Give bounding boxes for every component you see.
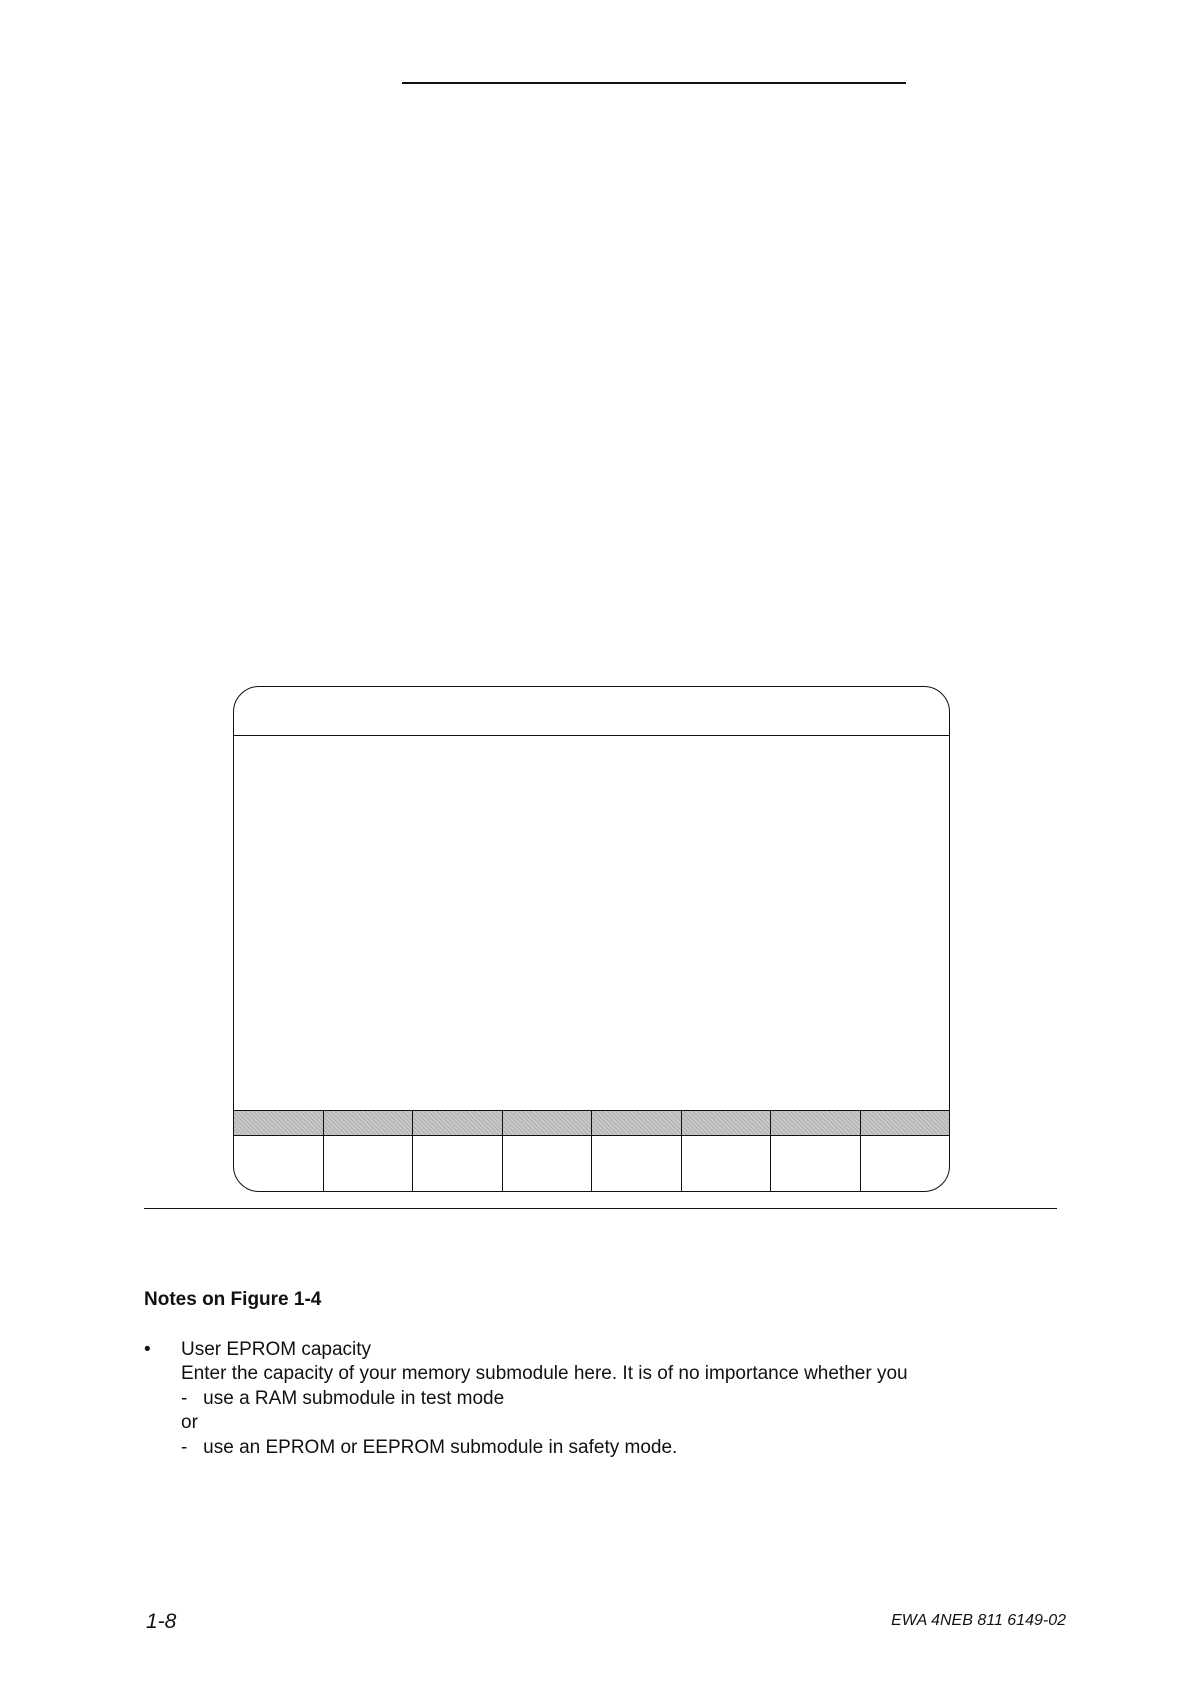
screen-diagram [233, 686, 950, 1192]
softkey-label-3 [413, 1111, 503, 1135]
item-text: Enter the capacity of your memory submodule here. It is of no importance whether you [181, 1363, 908, 1384]
softkey-3 [413, 1136, 503, 1191]
figure-rule [144, 1208, 1057, 1209]
bullet-item [144, 1338, 1044, 1461]
notes-heading: Notes on Figure 1-4 [144, 1289, 322, 1310]
softkey-label-2 [324, 1111, 414, 1135]
softkey-2 [324, 1136, 414, 1191]
document-reference: EWA 4NEB 811 6149-02 [891, 1612, 1066, 1629]
screen-title-bar [234, 687, 949, 736]
item-title: User EPROM capacity [181, 1338, 372, 1360]
header-rule [402, 82, 906, 84]
softkey-label-bar [234, 1110, 949, 1136]
connector-text: or [181, 1412, 198, 1433]
softkey-label-1 [234, 1111, 324, 1135]
softkey-label-5 [592, 1111, 682, 1135]
page-number: 1-8 [146, 1610, 177, 1633]
softkey-row [234, 1136, 949, 1191]
notes-section [144, 1288, 1044, 1460]
softkey-7 [771, 1136, 861, 1191]
option-1: - use a RAM submodule in test mode [181, 1387, 505, 1409]
softkey-1 [234, 1136, 324, 1191]
softkey-4 [503, 1136, 593, 1191]
softkey-label-8 [861, 1111, 950, 1135]
screen-body [234, 737, 949, 1109]
softkey-label-4 [503, 1111, 593, 1135]
softkey-label-7 [771, 1111, 861, 1135]
bullet-icon: • [144, 1338, 151, 1360]
softkey-6 [682, 1136, 772, 1191]
softkey-8 [861, 1136, 950, 1191]
softkey-5 [592, 1136, 682, 1191]
option-2: - use an EPROM or EEPROM submodule in safety mode. [181, 1436, 678, 1458]
softkey-label-6 [682, 1111, 772, 1135]
